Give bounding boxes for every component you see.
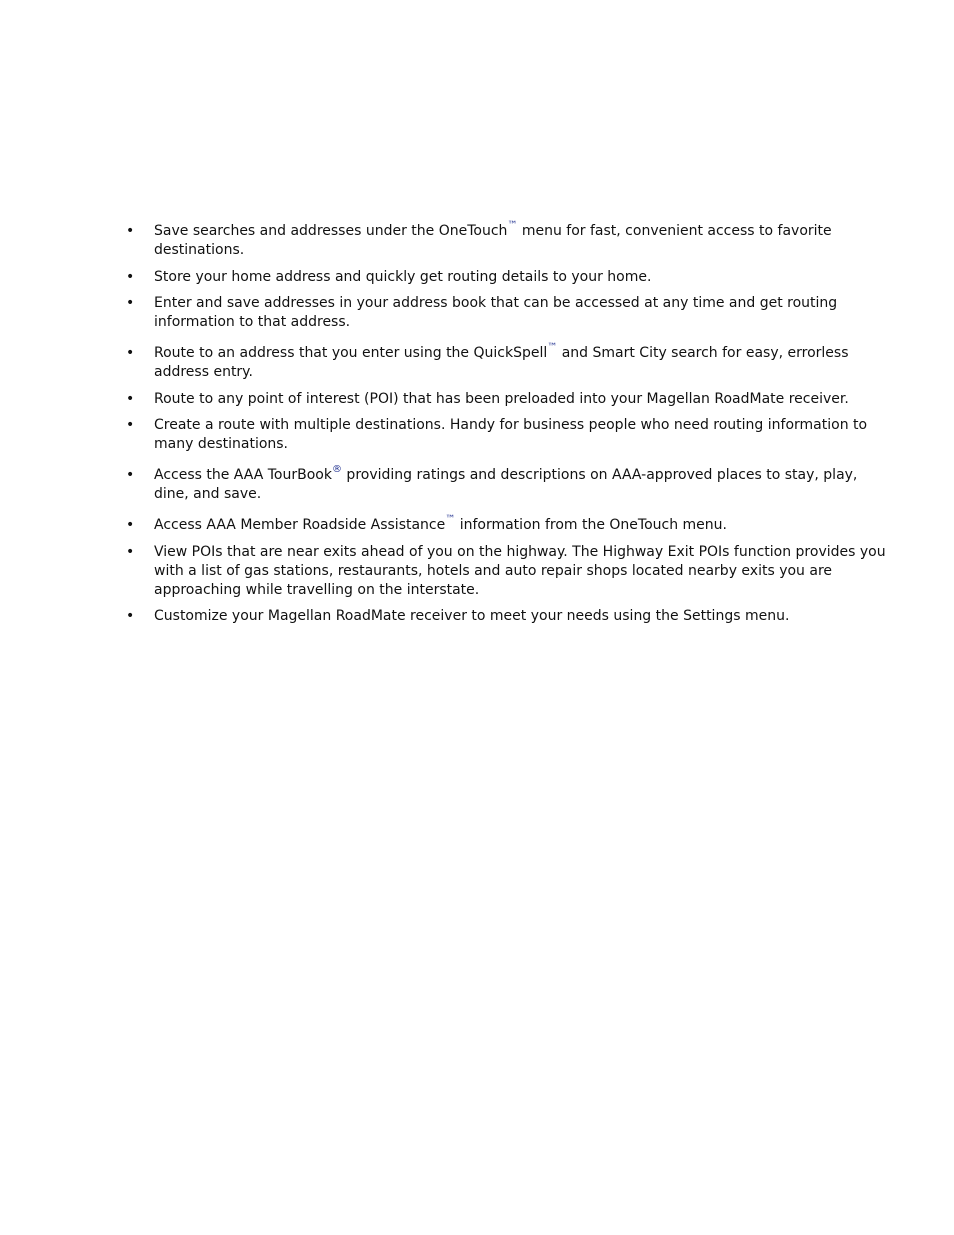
registered-mark: ® xyxy=(331,464,342,475)
bullet: • xyxy=(126,517,135,533)
item-text-continued: providing ratings and descriptions on AAA-approved places to stay, play, dine, and save. xyxy=(154,467,858,502)
item-text-continued: menu for fast, convenient access to favorite destinations. xyxy=(154,223,832,258)
list-item xyxy=(126,466,886,504)
list-item xyxy=(126,344,886,382)
bullet: • xyxy=(126,268,135,285)
bullet: • xyxy=(126,608,135,624)
bullet: • xyxy=(126,295,135,311)
item-text: View POIs that are near exits ahead of you on the highway. The Highway Exit POIs function provides you with a list of gas stations, restaurants, hotels and auto repair shops located nearby exits you are approaching while travelling on the interstate. xyxy=(154,543,886,598)
item-text: Create a route with multiple destinations. Handy for business people who need routing information to many destinations. xyxy=(154,417,868,452)
trademark-mark: ™ xyxy=(547,342,558,353)
item-text: Route to an address that you enter using the QuickSpell xyxy=(154,345,548,361)
item-text: Store your home address and quickly get routing details to your home. xyxy=(154,268,652,285)
item-text: Enter and save addresses in your address book that can be accessed at any time and get routing information to that address. xyxy=(154,295,838,330)
item-text: Access the AAA TourBook xyxy=(154,467,332,483)
bullet: • xyxy=(126,417,135,433)
list-item xyxy=(126,607,886,626)
list-item xyxy=(126,222,886,260)
list-item xyxy=(126,543,886,600)
item-text: Save searches and addresses under the OneTouch xyxy=(154,223,508,239)
item-text-continued: information from the OneTouch menu. xyxy=(455,517,727,533)
bullet: • xyxy=(126,543,135,560)
item-text: Access AAA Member Roadside Assistance xyxy=(154,517,446,533)
item-text-continued: and Smart City search for easy, errorless address entry. xyxy=(154,345,849,380)
bullet: • xyxy=(126,345,135,361)
list-item xyxy=(126,390,886,409)
trademark-mark: ™ xyxy=(507,220,518,231)
trademark-mark: ™ xyxy=(445,514,456,525)
bullet: • xyxy=(126,390,135,407)
item-text: Route to any point of interest (POI) that has been preloaded into your Magellan RoadMate receiver. xyxy=(154,390,849,407)
list-item xyxy=(126,268,886,287)
feature-list xyxy=(126,222,886,634)
list-item xyxy=(126,294,886,332)
list-item xyxy=(126,416,886,454)
item-text: Customize your Magellan RoadMate receiver to meet your needs using the Settings menu. xyxy=(154,608,790,624)
list-item xyxy=(126,516,886,535)
bullet: • xyxy=(126,223,135,239)
bullet: • xyxy=(126,467,135,483)
